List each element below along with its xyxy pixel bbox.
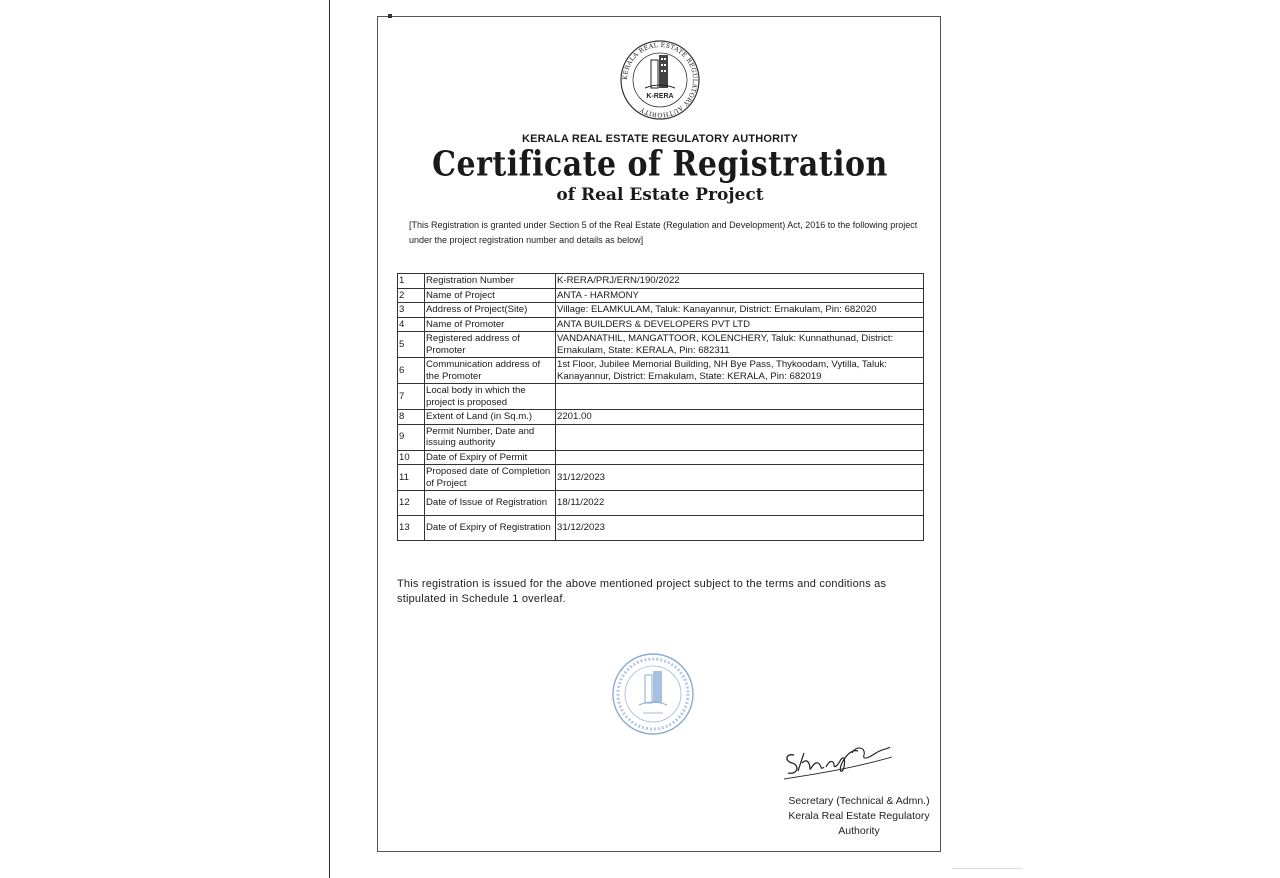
table-row (398, 491, 924, 516)
krera-seal-icon (617, 40, 703, 120)
signatory-org-line1: Kerala Real Estate Regulatory (788, 810, 930, 822)
row-value: 31/12/2023 (556, 465, 924, 491)
row-number: 5 (398, 332, 425, 358)
row-number: 2 (398, 288, 425, 303)
row-label: Name of Promoter (425, 317, 556, 332)
handwritten-signature (780, 735, 895, 785)
authority-heading: KERALA REAL ESTATE REGULATORY AUTHORITY (521, 133, 799, 145)
row-label: Date of Expiry of Permit (425, 450, 556, 465)
row-number: 9 (398, 424, 425, 450)
signatory-org-line2: Authority (838, 825, 880, 837)
row-label: Proposed date of Completion of Project (425, 465, 556, 491)
row-label: Address of Project(Site) (425, 303, 556, 318)
row-value: 1st Floor, Jubilee Memorial Building, NH Bye Pass, Thykoodam, Vytilla, Taluk: Kanayannur, District: Ernakulam, State: KERALA, Pin: 682019 (556, 358, 924, 384)
row-value (556, 424, 924, 450)
row-value: ANTA BUILDERS & DEVELOPERS PVT LTD (556, 317, 924, 332)
row-value: 2201.00 (556, 410, 924, 425)
row-value: VANDANATHIL, MANGATTOOR, KOLENCHERY, Taluk: Kunnathunad, District: Ernakulam, State: KERALA, Pin: 682311 (556, 332, 924, 358)
table-row (398, 450, 924, 465)
table-row (398, 465, 924, 491)
official-stamp-icon (609, 651, 697, 737)
table-row (398, 358, 924, 384)
row-value (556, 384, 924, 410)
row-number: 11 (398, 465, 425, 491)
table-row (398, 317, 924, 332)
row-value: Village: ELAMKULAM, Taluk: Kanayannur, District: Ernakulam, Pin: 682020 (556, 303, 924, 318)
table-row (398, 274, 924, 289)
row-number: 6 (398, 358, 425, 384)
row-number: 10 (398, 450, 425, 465)
registration-details-table (397, 273, 924, 541)
preamble-text: [This Registration is granted under Section 5 of the Real Estate (Regulation and Development) Act, 2016 to the following project under the project registration number and details as below] (409, 220, 918, 245)
table-row (398, 424, 924, 450)
signatory-block (770, 794, 948, 839)
row-label: Extent of Land (in Sq.m.) (425, 410, 556, 425)
row-label: Permit Number, Date and issuing authority (425, 424, 556, 450)
row-label: Registered address of Promoter (425, 332, 556, 358)
table-row (398, 332, 924, 358)
row-number: 7 (398, 384, 425, 410)
table-row (398, 303, 924, 318)
row-value: ANTA - HARMONY (556, 288, 924, 303)
row-number: 3 (398, 303, 425, 318)
row-label: Local body in which the project is proposed (425, 384, 556, 410)
table-row (398, 288, 924, 303)
row-label: Registration Number (425, 274, 556, 289)
signatory-title: Secretary (Technical & Admn.) (788, 795, 930, 807)
row-label: Communication address of the Promoter (425, 358, 556, 384)
row-value: K-RERA/PRJ/ERN/190/2022 (556, 274, 924, 289)
table-row (398, 516, 924, 541)
row-number: 13 (398, 516, 425, 541)
seal-center-label: K-RERA (646, 93, 674, 100)
row-number: 4 (398, 317, 425, 332)
closing-statement: This registration is issued for the above mentioned project subject to the terms and conditions as stipulated in Schedule 1 overleaf. (397, 578, 887, 605)
certificate-title: Certificate of Registration (432, 144, 888, 185)
certificate-subtitle: of Real Estate Project (556, 185, 764, 205)
scan-edge-line (329, 0, 330, 878)
row-number: 8 (398, 410, 425, 425)
row-value: 31/12/2023 (556, 516, 924, 541)
scan-artifact (952, 868, 1022, 869)
row-value (556, 450, 924, 465)
table-row (398, 410, 924, 425)
row-label: Date of Expiry of Registration (425, 516, 556, 541)
row-number: 1 (398, 274, 425, 289)
seal-ring-text: KERALA REAL ESTATE REGULATORY AUTHORITY (621, 41, 699, 119)
table-row (398, 384, 924, 410)
row-number: 12 (398, 491, 425, 516)
corner-mark (388, 14, 392, 18)
row-value: 18/11/2022 (556, 491, 924, 516)
row-label: Date of Issue of Registration (425, 491, 556, 516)
row-label: Name of Project (425, 288, 556, 303)
